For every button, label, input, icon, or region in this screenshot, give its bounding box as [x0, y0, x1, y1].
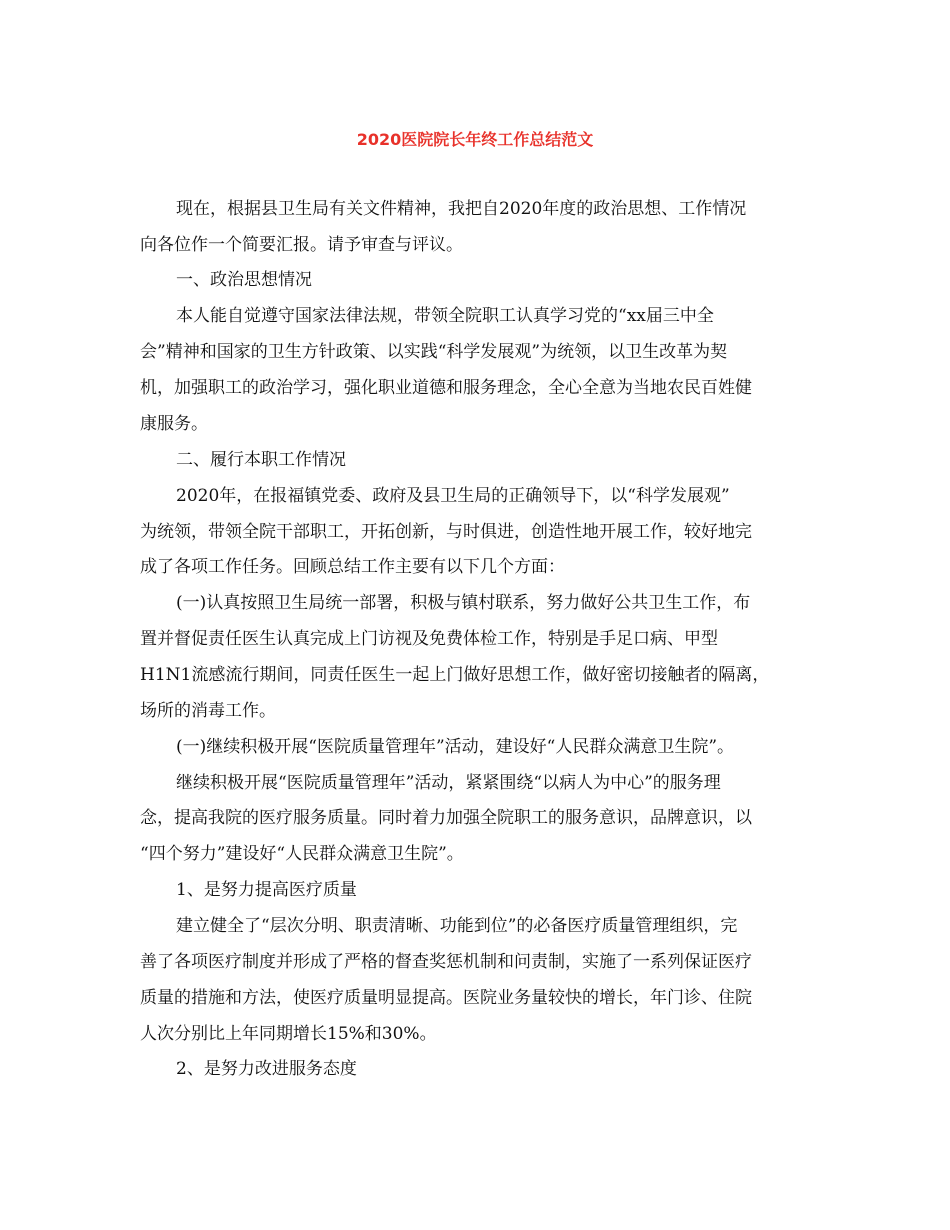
body-line: H1N1流感流行期间，同责任医生一起上门做好思想工作，做好密切接触者的隔离，	[140, 665, 770, 685]
body-line: 2020年，在报福镇党委、政府及县卫生局的正确领导下，以“科学发展观”	[176, 486, 730, 506]
sub-heading: 2、是努力改进服务态度	[176, 1059, 357, 1079]
body-line: 现在，根据县卫生局有关文件精神，我把自2020年度的政治思想、工作情况	[176, 199, 747, 219]
body-line: “四个努力”建设好“人民群众满意卫生院”。	[140, 844, 464, 864]
document-title: 2020医院院长年终工作总结范文	[356, 130, 594, 149]
body-line: 质量的措施和方法，使医疗质量明显提高。医院业务量较快的增长，年门诊、住院	[140, 988, 752, 1008]
body-line: 念，提高我院的医疗服务质量。同时着力加强全院职工的服务意识，品牌意识，以	[140, 808, 752, 828]
body-line: 会”精神和国家的卫生方针政策、以实践“科学发展观”为统领，以卫生改革为契	[140, 342, 728, 362]
body-line: 成了各项工作任务。回顾总结工作主要有以下几个方面：	[140, 557, 565, 577]
body-line: 建立健全了“层次分明、职责清晰、功能到位”的必备医疗质量管理组织，完	[176, 916, 738, 936]
body-line: (一)认真按照卫生局统一部署，积极与镇村联系，努力做好公共卫生工作，布	[176, 593, 751, 613]
body-line: 人次分别比上年同期增长15%和30%。	[140, 1024, 437, 1044]
body-line: 善了各项医疗制度并形成了严格的督查奖惩机制和问责制，实施了一系列保证医疗	[140, 952, 752, 972]
body-line: 本人能自觉遵守国家法律法规，带领全院职工认真学习党的“xx届三中全	[176, 306, 714, 326]
body-line: 继续积极开展“医院质量管理年”活动，紧紧围绕“以病人为中心”的服务理	[176, 773, 721, 793]
body-line: 机，加强职工的政治学习，强化职业道德和服务理念，全心全意为当地农民百姓健	[140, 378, 752, 398]
body-line: 向各位作一个简要汇报。请予审查与评议。	[140, 235, 463, 255]
sub-heading: 1、是努力提高医疗质量	[176, 880, 357, 900]
body-line: 为统领，带领全院干部职工，开拓创新，与时俱进，创造性地开展工作，较好地完	[140, 522, 752, 542]
section-heading: 二、履行本职工作情况	[176, 450, 346, 470]
body-line: 场所的消毒工作。	[140, 701, 276, 721]
body-line: (一)继续积极开展“医院质量管理年”活动，建设好“人民群众满意卫生院”。	[176, 737, 735, 757]
section-heading: 一、政治思想情况	[176, 270, 312, 290]
body-line: 置并督促责任医生认真完成上门访视及免费体检工作，特别是手足口病、甲型	[140, 629, 718, 649]
body-line: 康服务。	[140, 414, 208, 434]
